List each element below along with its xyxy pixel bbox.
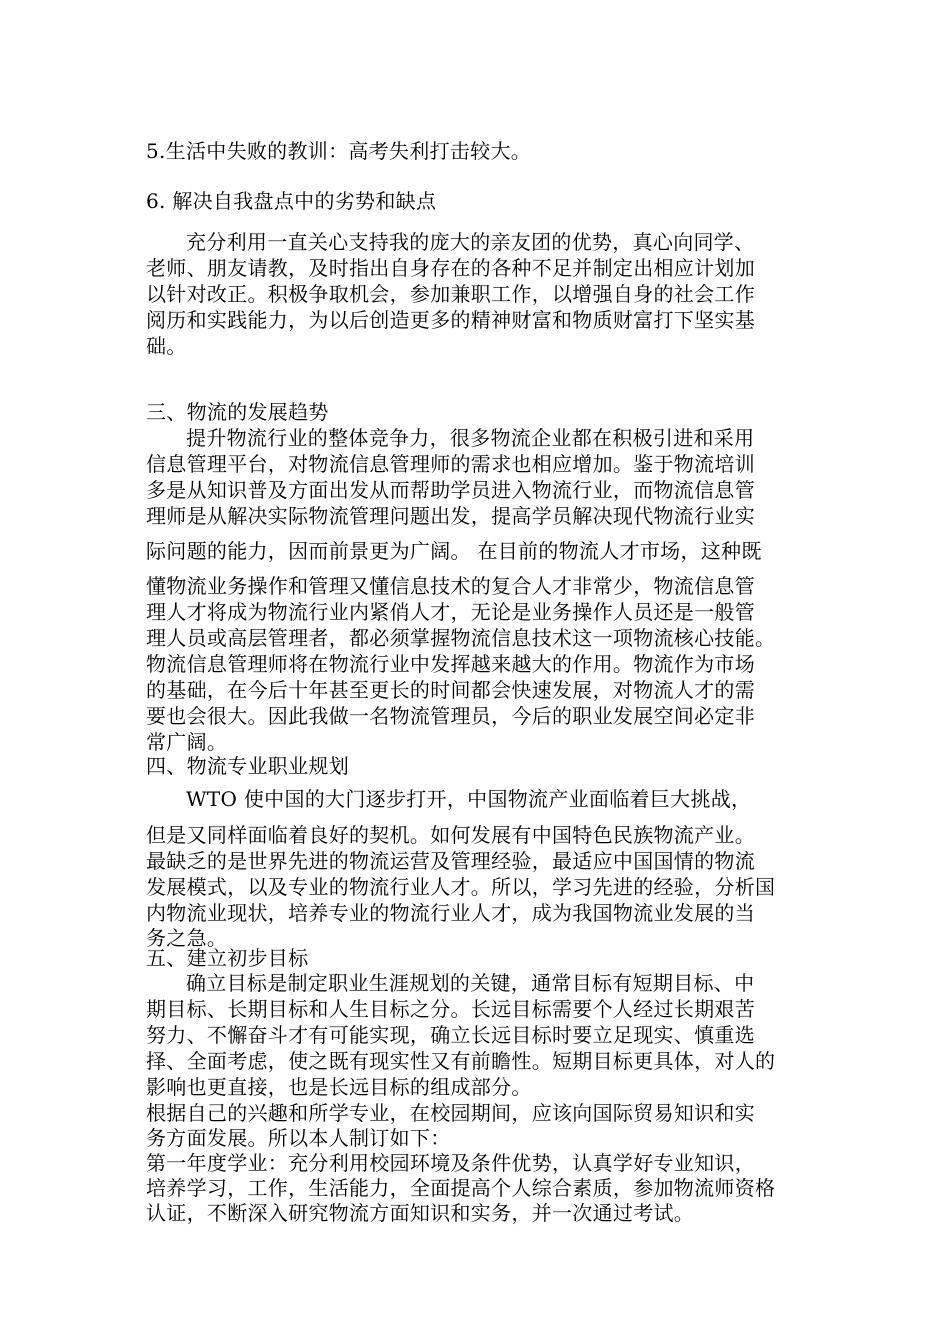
paragraph-line: 认证，不断深入研究物流方面知识和实务，并一次通过考试。 xyxy=(146,1201,695,1225)
paragraph-line: 培养学习，工作，生活能力，全面提高个人综合素质，参加物流师资格 xyxy=(146,1176,776,1200)
paragraph-line: 内物流业现状，培养专业的物流行业人才，成为我国物流业发展的当 xyxy=(146,901,755,925)
paragraph-line: 发展模式，以及专业的物流行业人才。所以，学习先进的经验，分析国 xyxy=(146,875,776,899)
paragraph-line: 理师是从解决实际物流管理问题出发，提高学员解决现代物流行业实 xyxy=(146,504,755,528)
paragraph-line: 但是又同样面临着良好的契机。如何发展有中国特色民族物流产业。 xyxy=(146,823,755,847)
paragraph-line: 努力、不懈奋斗才有可能实现，确立长远目标时要立足现实、慎重选 xyxy=(146,1023,755,1047)
section-6-heading: 6. 解决自我盘点中的劣势和缺点 xyxy=(146,189,437,213)
paragraph-line: 信息管理平台，对物流信息管理师的需求也相应增加。鉴于物流培训 xyxy=(146,452,755,476)
paragraph-line: 充分利用一直关心支持我的庞大的亲友团的优势，真心向同学、 xyxy=(186,230,755,254)
paragraph-line: 常广阔。 xyxy=(146,730,228,754)
paragraph-line: 理人才将成为物流行业内紧俏人才，无论是业务操作人员还是一般管 xyxy=(146,600,755,624)
paragraph-line: 务之急。 xyxy=(146,926,228,950)
paragraph-line: 老师、朋友请教，及时指出自身存在的各种不足并制定出相应计划加 xyxy=(146,256,755,280)
paragraph-line: 以针对改正。积极争取机会，参加兼职工作，以增强自身的社会工作 xyxy=(146,282,755,306)
paragraph-line: 影响也更直接，也是长远目标的组成部分。 xyxy=(146,1075,532,1099)
paragraph-line: 阅历和实践能力，为以后创造更多的精神财富和物质财富打下坚实基 xyxy=(146,308,755,332)
paragraph-line: 第一年度学业：充分利用校园环境及条件优势，认真学好专业知识， xyxy=(146,1151,755,1175)
paragraph-line: 提升物流行业的整体竞争力，很多物流企业都在积极引进和采用 xyxy=(186,426,755,450)
paragraph-line: 要也会很大。因此我做一名物流管理员，今后的职业发展空间必定非 xyxy=(146,704,755,728)
paragraph-line: WTO 使中国的大门逐步打开，中国物流产业面临着巨大挑战， xyxy=(186,787,752,811)
paragraph-line: 多是从知识普及方面出发从而帮助学员进入物流行业，而物流信息管 xyxy=(146,478,755,502)
section-5-heading: 五、建立初步目标 xyxy=(146,946,309,970)
section-5-line: 5.生活中失败的教训：高考失利打击较大。 xyxy=(146,139,532,163)
paragraph-line: 期目标、长期目标和人生目标之分。长远目标需要个人经过长期艰苦 xyxy=(146,997,755,1021)
paragraph-line: 根据自己的兴趣和所学专业，在校园期间，应该向国际贸易知识和实 xyxy=(146,1101,755,1125)
paragraph-line: 础。 xyxy=(146,334,187,358)
paragraph-line: 际问题的能力，因而前景更为广阔。 在目前的物流人才市场，这种既 xyxy=(146,539,762,563)
paragraph-line: 最缺乏的是世界先进的物流运营及管理经验，最适应中国国情的物流 xyxy=(146,849,755,873)
paragraph-line: 的基础，在今后十年甚至更长的时间都会快速发展，对物流人才的需 xyxy=(146,678,755,702)
paragraph-line: 确立目标是制定职业生涯规划的关键，通常目标有短期目标、中 xyxy=(186,971,755,995)
paragraph-line: 懂物流业务操作和管理又懂信息技术的复合人才非常少，物流信息管 xyxy=(146,574,755,598)
section-4-heading: 四、物流专业职业规划 xyxy=(146,754,349,778)
paragraph-line: 理人员或高层管理者，都必须掌握物流信息技术这一项物流核心技能。 xyxy=(146,626,776,650)
paragraph-line: 务方面发展。所以本人制订如下： xyxy=(146,1126,451,1150)
paragraph-line: 择、全面考虑，使之既有现实性又有前瞻性。短期目标更具体，对人的 xyxy=(146,1049,776,1073)
paragraph-line: 物流信息管理师将在物流行业中发挥越来越大的作用。物流作为市场 xyxy=(146,652,755,676)
section-3-heading: 三、物流的发展趋势 xyxy=(146,400,329,424)
